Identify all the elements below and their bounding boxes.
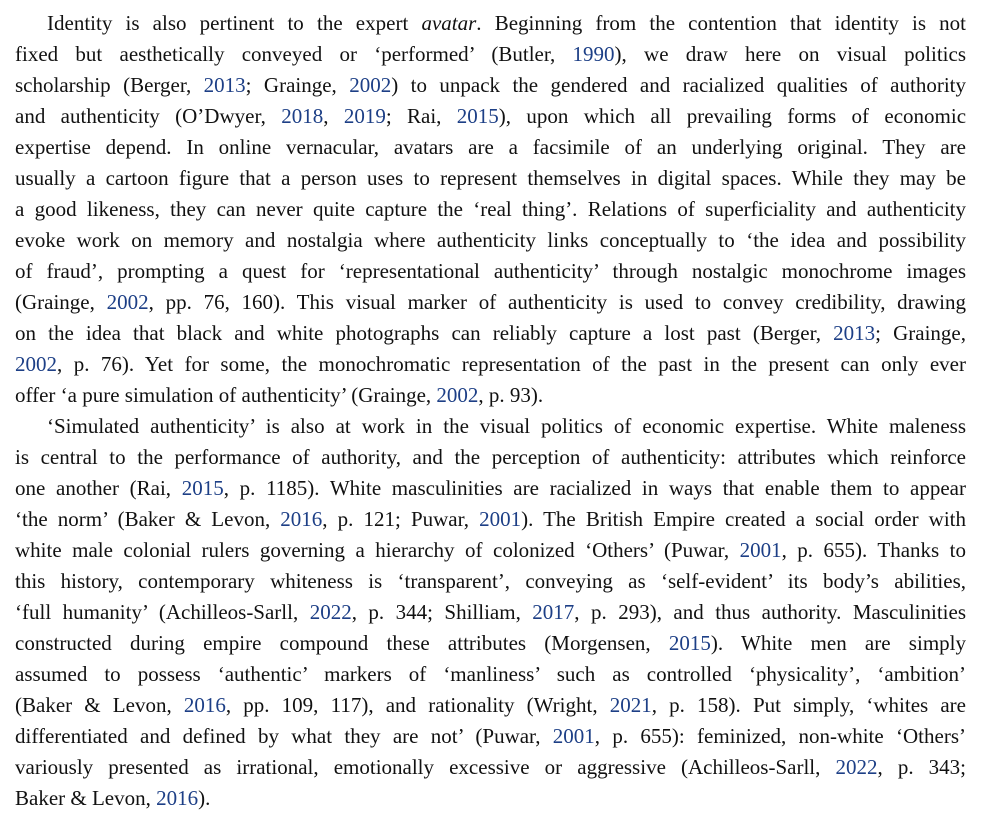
text-line — [15, 597, 966, 628]
citation-link[interactable]: 2013 — [833, 321, 876, 345]
text-segment: , p. 121; Puwar, — [322, 507, 480, 531]
citation-link[interactable]: 2002 — [436, 383, 479, 407]
citation-link[interactable]: 2001 — [479, 507, 522, 531]
text-line — [15, 659, 966, 690]
text-segment: ‘full humanity’ (Achilleos-Sarll, — [15, 600, 310, 624]
citation-link[interactable]: 2015 — [456, 104, 499, 128]
text-segment: assumed to possess ‘authentic’ markers of ‘manliness’ such as controlled ‘physicality’, ‘ambition’ — [15, 662, 966, 686]
citation-link[interactable]: 2001 — [739, 538, 782, 562]
text-segment: ‘Simulated authenticity’ is also at work in the visual politics of economic expertise. White maleness — [47, 414, 966, 438]
text-segment: , p. 344; Shilliam, — [351, 600, 533, 624]
text-line — [15, 163, 966, 194]
text-line — [15, 504, 966, 535]
text-line — [15, 39, 966, 70]
text-segment: , p. 93). — [478, 383, 544, 407]
text-line — [47, 8, 966, 39]
text-line — [47, 411, 966, 442]
text-segment: fixed but aesthetically conveyed or ‘performed’ (Butler, — [15, 42, 573, 66]
citation-link[interactable]: 2015 — [181, 476, 224, 500]
text-segment: , — [323, 104, 344, 128]
text-line — [15, 628, 966, 659]
text-segment: ; Grainge, — [245, 73, 350, 97]
text-segment: ). White men are simply — [710, 631, 966, 655]
citation-link[interactable]: 2015 — [668, 631, 711, 655]
text-line — [15, 132, 966, 163]
citation-link[interactable]: 2019 — [343, 104, 386, 128]
text-segment: (Grainge, — [15, 290, 107, 314]
text-line — [15, 535, 966, 566]
text-line — [15, 473, 966, 504]
citation-link[interactable]: 1990 — [572, 42, 615, 66]
text-line — [15, 752, 966, 783]
text-segment: this history, contemporary whiteness is ‘transparent’, conveying as ‘self-evident’ its body’s abilities, — [15, 569, 966, 593]
text-segment: a good likeness, they can never quite capture the ‘real thing’. Relations of superficiality and authenticity — [15, 197, 966, 221]
text-segment: scholarship (Berger, — [15, 73, 204, 97]
text-segment: ). — [198, 786, 211, 810]
text-segment: expertise depend. In online vernacular, avatars are a facsimile of an underlying original. They are — [15, 135, 966, 159]
citation-link[interactable]: 2001 — [552, 724, 595, 748]
text-segment: evoke work on memory and nostalgia where authenticity links conceptually to ‘the idea and possibility — [15, 228, 966, 252]
text-segment: white male colonial rulers governing a hierarchy of colonized ‘Others’ (Puwar, — [15, 538, 740, 562]
text-segment: ). The British Empire created a social order with — [521, 507, 967, 531]
text-segment: on the idea that black and white photographs can reliably capture a lost past (Berger, — [15, 321, 834, 345]
text-line — [15, 70, 966, 101]
text-segment: of fraud’, prompting a quest for ‘representational authenticity’ through nostalgic monochrome images — [15, 259, 966, 283]
citation-link[interactable]: 2002 — [15, 352, 57, 376]
text-segment: , pp. 109, 117), and rationality (Wright, — [225, 693, 610, 717]
citation-link[interactable]: 2016 — [183, 693, 226, 717]
text-segment: differentiated and defined by what they are not’ (Puwar, — [15, 724, 553, 748]
text-segment: ; Grainge, — [875, 321, 966, 345]
text-segment: . Beginning from the contention that identity is not — [476, 11, 967, 35]
text-segment: ), upon which all prevailing forms of economic — [498, 104, 967, 128]
text-segment: usually a cartoon figure that a person uses to represent themselves in digital spaces. While they may be — [15, 166, 966, 190]
text-segment: Baker & Levon, — [15, 786, 157, 810]
text-line — [15, 566, 966, 597]
text-segment: one another (Rai, — [15, 476, 182, 500]
text-segment: ‘the norm’ (Baker & Levon, — [15, 507, 281, 531]
text-segment: , p. 1185). White masculinities are racialized in ways that enable them to appear — [223, 476, 966, 500]
text-segment: , p. 158). Put simply, ‘whites are — [651, 693, 966, 717]
text-segment: and authenticity (O’Dwyer, — [15, 104, 282, 128]
text-line — [15, 349, 966, 380]
text-line — [15, 318, 966, 349]
text-segment: ), we draw here on visual politics — [614, 42, 966, 66]
citation-link[interactable]: 2002 — [106, 290, 149, 314]
text-line — [15, 101, 966, 132]
text-segment: ) to unpack the gendered and racialized qualities of authority — [391, 73, 966, 97]
text-segment: Identity is also pertinent to the expert — [47, 11, 422, 35]
text-segment: constructed during empire compound these attributes (Morgensen, — [15, 631, 669, 655]
text-segment: , p. 343; — [877, 755, 966, 779]
text-line — [15, 225, 966, 256]
citation-link[interactable]: 2013 — [203, 73, 246, 97]
text-line — [15, 380, 966, 411]
citation-link[interactable]: 2002 — [349, 73, 392, 97]
text-line — [15, 783, 966, 814]
citation-link[interactable]: 2017 — [532, 600, 575, 624]
text-segment: , p. 293), and thus authority. Masculinities — [574, 600, 966, 624]
text-line — [15, 256, 966, 287]
text-line — [15, 442, 966, 473]
text-segment: , pp. 76, 160). This visual marker of authenticity is used to convey credibility, drawing — [148, 290, 966, 314]
text-segment: , p. 655). Thanks to — [781, 538, 966, 562]
text-segment: offer ‘a pure simulation of authenticity’ (Grainge, — [15, 383, 437, 407]
emphasized-term: avatar — [421, 11, 477, 35]
citation-link[interactable]: 2021 — [609, 693, 652, 717]
citation-link[interactable]: 2018 — [281, 104, 324, 128]
citation-link[interactable]: 2022 — [835, 755, 878, 779]
text-line — [15, 194, 966, 225]
citation-link[interactable]: 2016 — [280, 507, 323, 531]
text-segment: , p. 76). Yet for some, the monochromatic representation of the past in the present can only ever — [57, 352, 966, 376]
citation-link[interactable]: 2016 — [156, 786, 199, 810]
citation-link[interactable]: 2022 — [309, 600, 352, 624]
text-line — [15, 690, 966, 721]
text-segment: (Baker & Levon, — [15, 693, 184, 717]
text-line — [15, 287, 966, 318]
text-segment: , p. 655): feminized, non-white ‘Others’ — [594, 724, 966, 748]
text-segment: is central to the performance of authority, and the perception of authenticity: attributes which reinforce — [15, 445, 966, 469]
text-segment: ; Rai, — [385, 104, 457, 128]
text-segment: variously presented as irrational, emotionally excessive or aggressive (Achilleos-Sarll, — [15, 755, 836, 779]
text-line — [15, 721, 966, 752]
